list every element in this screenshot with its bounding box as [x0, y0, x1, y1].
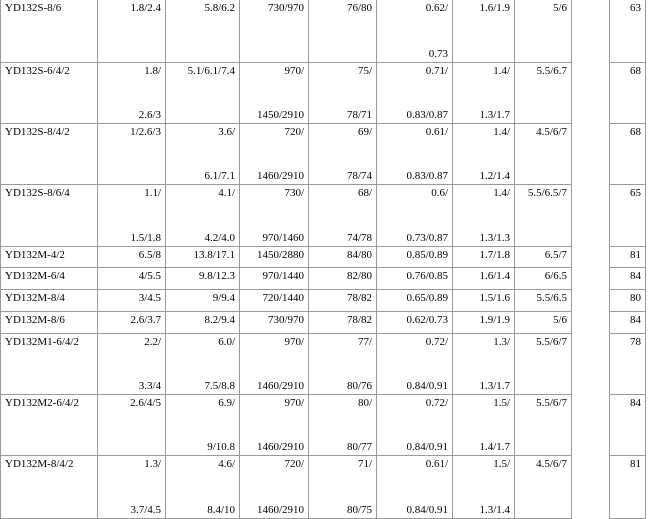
cell-value: 1.8/ [144, 65, 161, 77]
column-gap [572, 124, 609, 185]
column-gap [572, 0, 609, 63]
value-cell [515, 312, 572, 334]
cell-value: 78/82 [346, 314, 372, 326]
cell-value: 63 [630, 2, 641, 14]
value-cell [166, 124, 240, 185]
value-cell [453, 456, 515, 519]
table-row [0, 334, 651, 395]
model-cell [0, 247, 98, 268]
cell-value: 730/ [284, 187, 304, 199]
value-cell [166, 395, 240, 456]
cell-value-second-line: 0.73/0.87 [406, 232, 448, 244]
cell-value-second-line: 0.84/0.91 [406, 380, 448, 392]
value-cell [609, 395, 646, 456]
value-cell [377, 247, 453, 268]
cell-value-second-line: 1.5/1.8 [130, 232, 161, 244]
model-name: YD132M-8/4/2 [5, 458, 74, 470]
value-cell [453, 334, 515, 395]
cell-value-second-line: 0.83/0.87 [406, 170, 448, 182]
cell-value: 0.61/ [425, 126, 448, 138]
value-cell [453, 185, 515, 247]
cell-value: 2.2/ [144, 336, 161, 348]
model-cell [0, 185, 98, 247]
cell-value: 4.5/6/7 [536, 458, 567, 470]
cell-value-second-line: 1450/2910 [256, 109, 304, 121]
cell-value-second-line: 3.3/4 [138, 380, 161, 392]
value-cell [515, 124, 572, 185]
cell-value: 1.4/ [493, 126, 510, 138]
value-cell [166, 268, 240, 290]
value-cell [240, 456, 309, 519]
value-cell [515, 268, 572, 290]
value-cell [166, 290, 240, 312]
value-cell [309, 268, 377, 290]
value-cell [240, 290, 309, 312]
cell-value: 5.8/6.2 [204, 2, 235, 14]
value-cell [240, 247, 309, 268]
value-cell [240, 312, 309, 334]
value-cell [309, 334, 377, 395]
column-gap [572, 312, 609, 334]
cell-value: 77/ [357, 336, 372, 348]
cell-value: 5.1/6.1/7.4 [187, 65, 235, 77]
value-cell [377, 334, 453, 395]
table-row [0, 124, 651, 185]
cell-value-second-line: 8.4/10 [207, 504, 235, 516]
cell-value-second-line: 80/75 [346, 504, 372, 516]
cell-value: 71/ [357, 458, 372, 470]
cell-value: 1.6/1.4 [479, 270, 510, 282]
cell-value-second-line: 1460/2910 [256, 380, 304, 392]
table-row [0, 0, 651, 63]
cell-value-second-line: 7.5/8.8 [204, 380, 235, 392]
cell-value: 76/80 [346, 2, 372, 14]
cell-value: 6.5/8 [138, 249, 161, 261]
value-cell [515, 334, 572, 395]
value-cell [377, 268, 453, 290]
cell-value: 75/ [357, 65, 372, 77]
cell-value: 3.6/ [218, 126, 235, 138]
model-name: YD132M-4/2 [5, 249, 65, 261]
value-cell [515, 290, 572, 312]
cell-value-second-line: 1.3/1.7 [479, 109, 510, 121]
table-row [0, 312, 651, 334]
cell-value-second-line: 6.1/7.1 [204, 170, 235, 182]
value-cell [309, 124, 377, 185]
model-name: YD132M-6/4 [5, 270, 65, 282]
column-gap [572, 268, 609, 290]
value-cell [309, 0, 377, 63]
value-cell [98, 395, 166, 456]
value-cell [166, 0, 240, 63]
model-name: YD132S-6/4/2 [5, 65, 70, 77]
table-row [0, 395, 651, 456]
cell-value: 78/82 [346, 292, 372, 304]
table-row [0, 290, 651, 312]
cell-value: 970/ [284, 336, 304, 348]
value-cell [515, 0, 572, 63]
cell-value: 970/1440 [262, 270, 304, 282]
model-name: YD132M1-6/4/2 [5, 336, 79, 348]
cell-value-second-line: 0.84/0.91 [406, 504, 448, 516]
value-cell [377, 312, 453, 334]
table-row [0, 247, 651, 268]
value-cell [377, 0, 453, 63]
cell-value: 0.85/0.89 [406, 249, 448, 261]
value-cell [98, 185, 166, 247]
cell-value: 730/970 [267, 314, 304, 326]
value-cell [453, 312, 515, 334]
cell-value-second-line: 2.6/3 [138, 109, 161, 121]
value-cell [377, 185, 453, 247]
cell-value: 1.1/ [144, 187, 161, 199]
value-cell [98, 456, 166, 519]
cell-value: 1/2.6/3 [130, 126, 161, 138]
value-cell [609, 290, 646, 312]
cell-value: 1.5/ [493, 458, 510, 470]
cell-value: 0.62/0.73 [406, 314, 448, 326]
value-cell [377, 395, 453, 456]
cell-value: 1.4/ [493, 187, 510, 199]
cell-value: 6.9/ [218, 397, 235, 409]
value-cell [240, 268, 309, 290]
cell-value-second-line: 1.3/1.4 [479, 504, 510, 516]
cell-value: 9.8/12.3 [198, 270, 235, 282]
cell-value: 84 [630, 270, 641, 282]
cell-value: 720/ [284, 126, 304, 138]
cell-value: 3/4.5 [138, 292, 161, 304]
model-name: YD132M-8/4 [5, 292, 65, 304]
cell-value: 5/6 [552, 314, 567, 326]
value-cell [166, 185, 240, 247]
table-row [0, 185, 651, 247]
value-cell [309, 185, 377, 247]
cell-value: 9/9.4 [212, 292, 235, 304]
cell-value: 68 [630, 65, 641, 77]
cell-value: 970/ [284, 65, 304, 77]
model-cell [0, 312, 98, 334]
cell-value: 5.5/6.7 [536, 65, 567, 77]
value-cell [166, 312, 240, 334]
column-gap [572, 456, 609, 519]
cell-value: 4.1/ [218, 187, 235, 199]
model-name: YD132M-8/6 [5, 314, 65, 326]
cell-value: 2.6/3.7 [130, 314, 161, 326]
cell-value-second-line: 1.3/1.3 [479, 232, 510, 244]
cell-value: 4.5/6/7 [536, 126, 567, 138]
cell-value: 5.5/6/7 [536, 336, 567, 348]
cell-value: 720/1440 [262, 292, 304, 304]
value-cell [309, 247, 377, 268]
value-cell [98, 312, 166, 334]
value-cell [98, 247, 166, 268]
cell-value: 0.72/ [425, 397, 448, 409]
cell-value: 5.5/6.5/7 [527, 187, 567, 199]
cell-value: 6.5/7 [544, 249, 567, 261]
value-cell [166, 456, 240, 519]
cell-value: 13.8/17.1 [193, 249, 235, 261]
model-name: YD132S-8/4/2 [5, 126, 70, 138]
cell-value-second-line: 970/1460 [262, 232, 304, 244]
cell-value: 1.8/2.4 [130, 2, 161, 14]
cell-value-second-line: 4.2/4.0 [204, 232, 235, 244]
cell-value: 5/6 [552, 2, 567, 14]
table-row [0, 456, 651, 519]
value-cell [609, 63, 646, 124]
cell-value-second-line: 1.2/1.4 [479, 170, 510, 182]
column-gap [572, 185, 609, 247]
model-cell [0, 268, 98, 290]
value-cell [240, 334, 309, 395]
model-cell [0, 456, 98, 519]
cell-value: 0.76/0.85 [406, 270, 448, 282]
cell-value: 65 [630, 187, 641, 199]
value-cell [453, 124, 515, 185]
cell-value: 80 [630, 292, 641, 304]
value-cell [309, 456, 377, 519]
value-cell [453, 268, 515, 290]
value-cell [609, 334, 646, 395]
cell-value-second-line: 0.73 [428, 48, 448, 60]
value-cell [453, 395, 515, 456]
cell-value: 2.6/4/5 [130, 397, 161, 409]
column-gap [572, 247, 609, 268]
cell-value: 1.3/ [144, 458, 161, 470]
value-cell [240, 395, 309, 456]
cell-value: 78 [630, 336, 641, 348]
cell-value-second-line: 1460/2910 [256, 441, 304, 453]
cell-value: 84 [630, 397, 641, 409]
value-cell [453, 290, 515, 312]
cell-value: 81 [630, 458, 641, 470]
value-cell [609, 312, 646, 334]
cell-value: 5.5/6.5 [536, 292, 567, 304]
value-cell [515, 247, 572, 268]
model-cell [0, 124, 98, 185]
cell-value: 1.9/1.9 [479, 314, 510, 326]
cell-value-second-line: 9/10.8 [207, 441, 235, 453]
model-cell [0, 290, 98, 312]
cell-value: 1.5/1.6 [479, 292, 510, 304]
cell-value-second-line: 1460/2910 [256, 504, 304, 516]
cell-value-second-line: 74/78 [346, 232, 372, 244]
model-cell [0, 395, 98, 456]
value-cell [377, 290, 453, 312]
cell-value: 84 [630, 314, 641, 326]
cell-value: 5.5/6/7 [536, 397, 567, 409]
cell-value: 0.6/ [431, 187, 448, 199]
cell-value: 68 [630, 126, 641, 138]
column-gap [572, 63, 609, 124]
value-cell [98, 334, 166, 395]
value-cell [609, 124, 646, 185]
column-gap [572, 290, 609, 312]
cell-value: 82/80 [346, 270, 372, 282]
cell-value: 80/ [357, 397, 372, 409]
cell-value: 6.0/ [218, 336, 235, 348]
value-cell [98, 268, 166, 290]
value-cell [98, 0, 166, 63]
cell-value: 81 [630, 249, 641, 261]
value-cell [166, 247, 240, 268]
cell-value: 1.6/1.9 [479, 2, 510, 14]
cell-value: 730/970 [267, 2, 304, 14]
value-cell [609, 185, 646, 247]
cell-value-second-line: 80/77 [346, 441, 372, 453]
cell-value-second-line: 1460/2910 [256, 170, 304, 182]
value-cell [377, 456, 453, 519]
value-cell [515, 63, 572, 124]
cell-value-second-line: 0.83/0.87 [406, 109, 448, 121]
value-cell [609, 268, 646, 290]
cell-value-second-line: 1.3/1.7 [479, 380, 510, 392]
cell-value: 6/6.5 [544, 270, 567, 282]
value-cell [515, 395, 572, 456]
table-row [0, 63, 651, 124]
value-cell [166, 63, 240, 124]
value-cell [166, 334, 240, 395]
cell-value: 0.71/ [425, 65, 448, 77]
cell-value-second-line: 0.84/0.91 [406, 441, 448, 453]
cell-value: 84/80 [346, 249, 372, 261]
value-cell [609, 247, 646, 268]
value-cell [515, 456, 572, 519]
cell-value: 0.65/0.89 [406, 292, 448, 304]
model-cell [0, 0, 98, 63]
model-name: YD132S-8/6/4 [5, 187, 70, 199]
cell-value-second-line: 1.4/1.7 [479, 441, 510, 453]
value-cell [98, 124, 166, 185]
value-cell [453, 63, 515, 124]
value-cell [453, 0, 515, 63]
column-gap [572, 395, 609, 456]
value-cell [240, 63, 309, 124]
cell-value: 8.2/9.4 [204, 314, 235, 326]
cell-value: 4/5.5 [138, 270, 161, 282]
cell-value: 68/ [357, 187, 372, 199]
value-cell [309, 63, 377, 124]
cell-value-second-line: 80/76 [346, 380, 372, 392]
value-cell [309, 312, 377, 334]
value-cell [515, 185, 572, 247]
cell-value-second-line: 3.7/4.5 [130, 504, 161, 516]
cell-value: 1.7/1.8 [479, 249, 510, 261]
cell-value: 1.5/ [493, 397, 510, 409]
model-cell [0, 63, 98, 124]
value-cell [98, 290, 166, 312]
value-cell [240, 0, 309, 63]
cell-value: 0.72/ [425, 336, 448, 348]
value-cell [240, 124, 309, 185]
column-gap [572, 334, 609, 395]
model-cell [0, 334, 98, 395]
cell-value: 0.61/ [425, 458, 448, 470]
value-cell [377, 63, 453, 124]
value-cell [309, 395, 377, 456]
value-cell [609, 456, 646, 519]
model-name: YD132M2-6/4/2 [5, 397, 79, 409]
value-cell [377, 124, 453, 185]
cell-value: 720/ [284, 458, 304, 470]
cell-value: 1.4/ [493, 65, 510, 77]
model-name: YD132S-8/6 [5, 2, 62, 14]
value-cell [98, 63, 166, 124]
cell-value: 1.3/ [493, 336, 510, 348]
table-row [0, 268, 651, 290]
cell-value: 970/ [284, 397, 304, 409]
value-cell [309, 290, 377, 312]
cell-value-second-line: 78/71 [346, 109, 372, 121]
cell-value: 4.6/ [218, 458, 235, 470]
value-cell [609, 0, 646, 63]
cell-value: 1450/2880 [256, 249, 304, 261]
cell-value: 69/ [357, 126, 372, 138]
cell-value-second-line: 78/74 [346, 170, 372, 182]
value-cell [240, 185, 309, 247]
cell-value: 0.62/ [425, 2, 448, 14]
value-cell [453, 247, 515, 268]
